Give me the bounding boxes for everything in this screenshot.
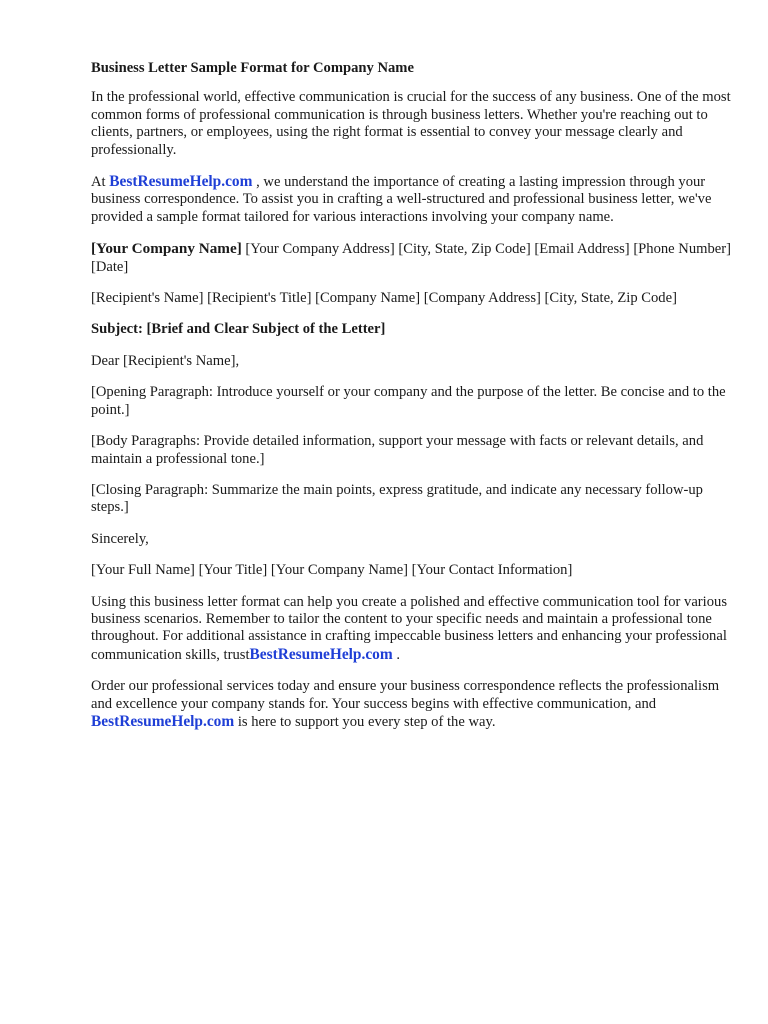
body-paragraph: [Body Paragraphs: Provide detailed information, support your message with facts or relevant details, and maintain a professional tone.] bbox=[91, 433, 704, 467]
letter-document bbox=[91, 60, 731, 745]
usage-suffix: . bbox=[392, 646, 400, 663]
order-suffix: is here to support you every step of the way. bbox=[234, 713, 496, 730]
usage-text: Using this business letter format can help you create a polished and effective communication tool for various business scenarios. Remember to tailor the content to your specific needs and maintain a professional tone throughout. For additional assistance in crafting impeccable business letters and enhancing your professional communication skills, trust bbox=[91, 593, 727, 663]
sender-company-name: [Your Company Name] bbox=[91, 240, 242, 258]
order-paragraph bbox=[91, 678, 731, 731]
brand-paragraph bbox=[91, 173, 731, 226]
signoff: Sincerely, bbox=[91, 530, 149, 547]
salutation: Dear [Recipient's Name], bbox=[91, 352, 240, 369]
order-link[interactable]: BestResumeHelp.com bbox=[91, 712, 235, 730]
closing-paragraph: [Closing Paragraph: Summarize the main points, express gratitude, and indicate any necessary follow-up steps.] bbox=[91, 481, 703, 516]
opening-paragraph: [Opening Paragraph: Introduce yourself or your company and the purpose of the letter. Be concise and to the point.] bbox=[91, 384, 726, 418]
brand-link[interactable]: BestResumeHelp.com bbox=[109, 173, 253, 191]
signature-block: [Your Full Name] [Your Title] [Your Company Name] [Your Contact Information] bbox=[91, 562, 573, 579]
usage-paragraph bbox=[91, 594, 731, 665]
sender-block bbox=[91, 240, 731, 276]
document-title: Business Letter Sample Format for Company Name bbox=[91, 60, 414, 76]
brand-suffix: , we understand the importance of creating a lasting impression through your business correspondence. To assist you in crafting a well-structured and professional business letter, we've provided a sample format tailored for various interactions involving your company name. bbox=[91, 174, 712, 225]
brand-prefix: At bbox=[91, 174, 110, 191]
usage-link[interactable]: BestResumeHelp.com bbox=[249, 645, 393, 663]
order-text: Order our professional services today and ensure your business correspondence reflects the professionalism and excellence your company stands for. Your success begins with effective communication, and bbox=[91, 678, 720, 712]
recipient-block: [Recipient's Name] [Recipient's Title] [Company Name] [Company Address] [City, State, Zip Code] bbox=[91, 290, 677, 307]
sender-details: [Your Company Address] [City, State, Zip Code] [Email Address] [Phone Number] [Date] bbox=[91, 241, 731, 275]
subject-line: Subject: [Brief and Clear Subject of the Letter] bbox=[91, 321, 386, 338]
intro-paragraph: In the professional world, effective communication is crucial for the success of any business. One of the most common forms of professional communication is through business letters. Whether you're reaching out to clients, partners, or employees, using the right format is essential to convey your message clearly and professionally. bbox=[91, 89, 731, 158]
